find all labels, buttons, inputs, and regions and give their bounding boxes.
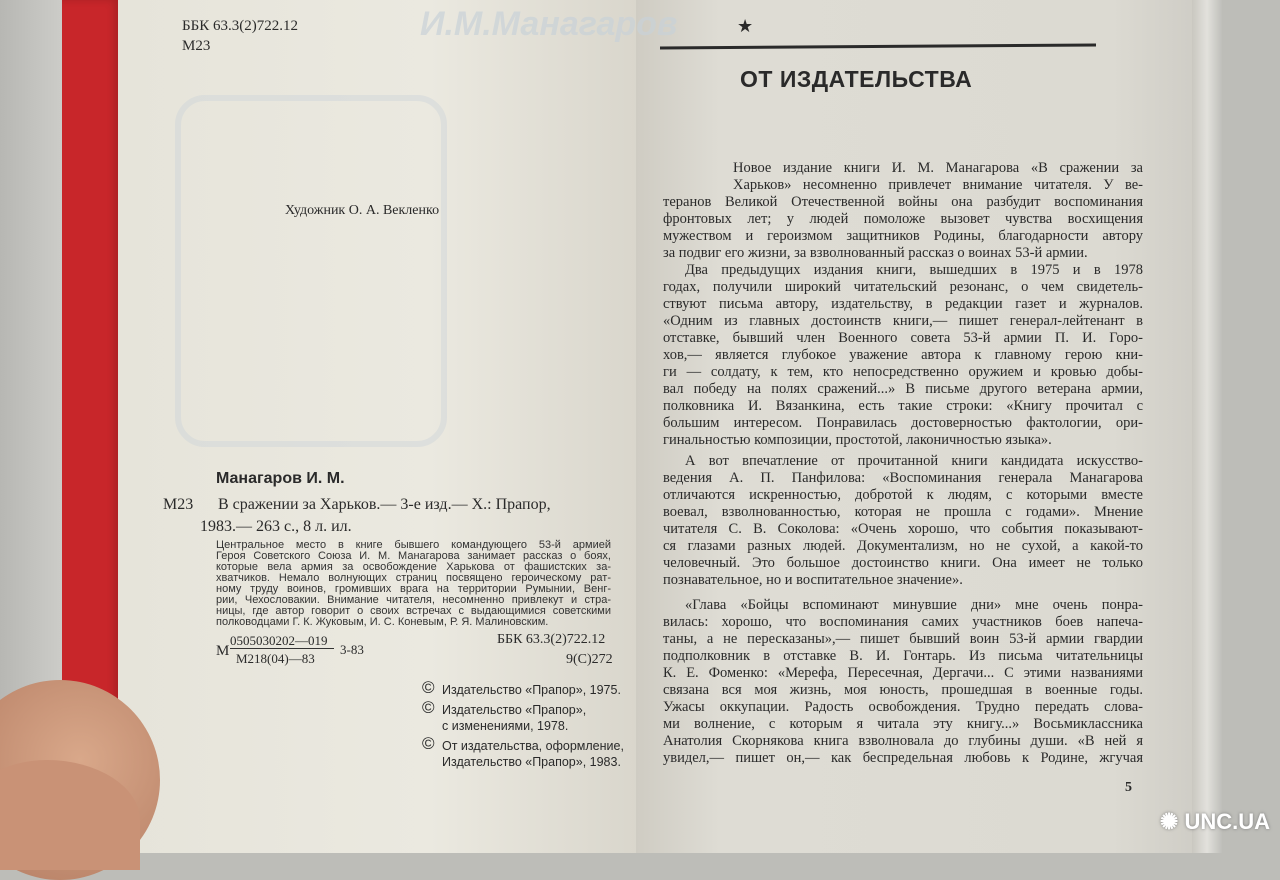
index-suffix: 3-83 [340, 642, 364, 657]
body-line: ведения А. П. Панфилова: «Воспоминания генерала Манагарова [663, 470, 1143, 486]
catalog-code-top: М23 [182, 38, 211, 54]
copyright-icon: © [422, 698, 435, 717]
body-line: фронтовых лет; у людей помоложе вызовет чувства восхищения [663, 211, 1143, 227]
body-line: увидел,— пишет он,— как беспредельная любовь к Родине, жгучая [663, 750, 1143, 766]
body-line: «Глава «Бойцы вспоминают минувшие дни» мне очень понра- [685, 597, 1143, 613]
body-line: ми волнение, с которым я читала эту книгу...» Восьмиклассника [663, 716, 1143, 732]
body-line: Харьков» несомненно привлечет внимание читателя. У ве- [733, 177, 1143, 193]
biblio-line: 1983.— 263 с., 8 л. ил. [200, 518, 352, 535]
catalog-code: М23 [163, 496, 194, 513]
artist-credit: Художник О. А. Векленко [285, 203, 440, 218]
section-heading: ОТ ИЗДАТЕЛЬСТВА [740, 66, 973, 92]
body-line: теранов Великой Отечественной войны она разбудит воспоминания [663, 194, 1143, 210]
copyright-line: Издательство «Прапор», 1975. [442, 683, 621, 697]
body-text [663, 160, 1143, 767]
page-number: 5 [1125, 780, 1132, 795]
body-line: отличаются искренностью, добротой к людям, с которыми вместе [663, 487, 1143, 503]
body-line: ги — солдату, к тем, кто непосредственно оружием и кровью добы- [663, 364, 1143, 380]
body-line: гинальностью композиции, простотой, лаконичностью языка». [663, 432, 1052, 448]
copyright-line: Издательство «Прапор», 1983. [442, 755, 621, 769]
index-prefix: М [216, 643, 230, 659]
annotation-line: рии, Чехословакии. Внимание читателя, несомненно привлекут и стра- [216, 594, 611, 606]
annotation-line: Героя Советского Союза И. М. Манагарова занимает рассказ о боях, [216, 550, 611, 562]
body-line: человечный. Это большое достоинство книги. Она имеет не только [663, 555, 1143, 571]
body-line: Два предыдущих издания книги, вышедших в 1975 и в 1978 [685, 262, 1143, 278]
copyright-block [422, 678, 624, 770]
body-line: годах, получили широкий читательский резонанс, о чем свидетель- [663, 279, 1143, 295]
copyright-line: От издательства, оформление, [442, 739, 624, 753]
book-cover-edge [62, 0, 120, 780]
bbk-code-top: ББК 63.3(2)722.12 [182, 18, 298, 34]
annotation-line: ницы, где автор говорит о своих встречах с выдающимися советскими [216, 605, 611, 617]
show-through-text: И.М.Манагаров [420, 5, 678, 43]
annotation [216, 540, 611, 628]
watermark-text: UNC.UA [1184, 809, 1270, 834]
body-line: отставке, бывший член Военного совета 53-й армии П. И. Горо- [663, 330, 1143, 346]
body-line: таны, а не пересказаны»,— пишет бывший воин 53-й армии гвардии [663, 631, 1143, 647]
body-line: Новое издание книги И. М. Манагарова «В сражении за [733, 160, 1143, 176]
index-numerator: 0505030202—019 [230, 633, 334, 649]
body-line: К. Е. Фоменко: «Мерефа, Пересечная, Дергачи... С этими названиями [663, 665, 1143, 681]
body-line: Ужасы оккупации. Радость освобождения. Трудно передать слова- [663, 699, 1143, 715]
body-line: познавательное, но и воспитательное значение». [663, 572, 963, 588]
copyright-line: с изменениями, 1978. [442, 719, 569, 733]
body-line: воевал, взволнованностью, которая не прошла с годами». Мнение [663, 504, 1143, 520]
body-line: «Одним из главных достоинств книги,— пишет генерал-лейтенант в [663, 313, 1143, 329]
body-line: вал победу на полях сражений...» В письме другого ветерана армии, [663, 381, 1143, 397]
star-icon: ★ [737, 16, 754, 36]
author-name: Манагаров И. М. [216, 470, 345, 487]
annotation-line: хватчиков. Немало волнующих страниц посвящено героическому рат- [216, 572, 611, 584]
index-denominator: М218(04)—83 [236, 651, 315, 666]
body-line: полковника И. Вязанкина, есть такие строки: «Книгу прочитал с [663, 398, 1143, 414]
annotation-line: которые вела армия за освобождение Харькова от фашистских за- [216, 561, 611, 573]
copyright-icon: © [422, 678, 435, 697]
body-line: подполковник в отставке В. И. Гонтарь. Из письма читательницы [663, 648, 1143, 664]
body-line: вилась: хорошо, что воспоминания самих участников боев напеча- [663, 614, 1143, 630]
body-line: Анатолия Скорнякова книга взволновала до глубины души. «В ней я [663, 733, 1143, 749]
body-line: мужеством и героизмом защитников Родины, благодарности автору [663, 228, 1143, 244]
sun-logo-icon: ✺ [1159, 809, 1185, 834]
page-edges [1192, 0, 1222, 853]
annotation-line: Центральное место в книге бывшего командующего 53-й армией [216, 539, 611, 551]
body-line: за подвиг его жизни, за взволнованный рассказ о воинах 53-й армии. [663, 245, 1088, 261]
bbk-code-bottom: ББК 63.3(2)722.12 [497, 632, 606, 647]
body-line: большим интересом. Понравилась достоверностью фактологии, ори- [663, 415, 1143, 431]
udc-code: 9(С)272 [566, 652, 613, 667]
body-line: хов,— является глубокое уважение автора к главному герою кни- [663, 347, 1143, 363]
body-line: ствуют письма автору, издательству, в редакции газет и журналов. [663, 296, 1143, 312]
biblio-line: В сражении за Харьков.— 3-е изд.— Х.: Прапор, [218, 496, 551, 513]
show-through-illustration [175, 95, 447, 447]
annotation-line: ному труду воинов, громивших врага на территории Румынии, Венг- [216, 583, 611, 595]
watermark [1160, 809, 1270, 835]
copyright-icon: © [422, 734, 435, 753]
body-line: читателя С. В. Соколова: «Очень хорошо, что события показывают- [663, 521, 1143, 537]
annotation-line: полководцами Г. К. Жуковым, И. С. Коневым, Р. Я. Малиновским. [216, 616, 549, 628]
copyright-line: Издательство «Прапор», [442, 703, 587, 717]
body-line: ся глазами разных людей. Документализм, но не сухой, а какой-то [663, 538, 1143, 554]
body-line: связана вся моя жизнь, моя юность, прошедшая в военные годы. [663, 682, 1143, 698]
body-line: А вот впечатление от прочитанной книги кандидата искусство- [685, 453, 1143, 469]
